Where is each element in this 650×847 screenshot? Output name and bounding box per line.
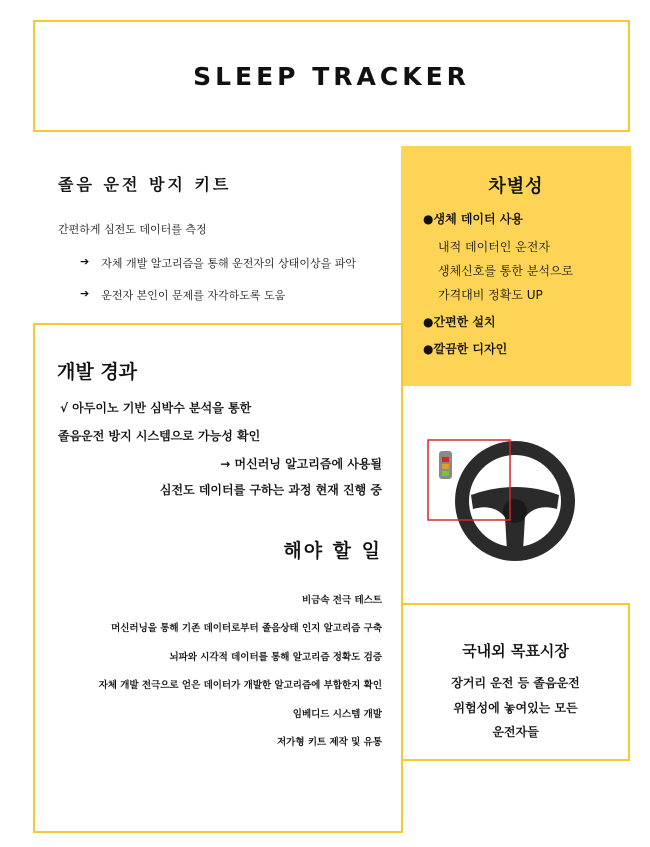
market-line: 장거리 운전 등 졸음운전 (451, 676, 580, 690)
differentiation-detail: 내적 데이터인 운전자 (438, 240, 550, 254)
todo-item: 자체 개발 전극으로 얻은 데이터가 개발한 알고리즘에 부합한지 확인 (98, 680, 382, 691)
market-title: 국내외 목표시장 (462, 642, 569, 660)
results-line: → 머신러닝 알고리즘에 사용될 (220, 457, 382, 471)
todo-item: 머신러닝을 통해 기존 데이터로부터 졸음상태 인지 알고리즘 구축 (111, 623, 382, 634)
market-line: 운전자들 (492, 725, 539, 739)
kit-intro: 간편하게 심전도 데이터를 측정 (58, 223, 207, 236)
kit-point (80, 255, 356, 271)
page-title: SLEEP TRACKER (193, 61, 470, 91)
differentiation-title: 차별성 (488, 176, 544, 197)
kit-point-text: 자체 개발 알고리즘을 통해 운전자의 상태이상을 파악 (101, 257, 356, 270)
differentiation-detail: 가격대비 정확도 UP (438, 288, 543, 302)
market-line: 위험성에 놓여있는 모든 (453, 701, 578, 715)
steering-wheel-icon (425, 433, 595, 563)
results-line: √ 아두이노 기반 심박수 분석을 통한 (60, 401, 252, 415)
differentiation-panel (401, 146, 631, 386)
differentiation-item: ●생체 데이터 사용 (423, 212, 523, 226)
arrow-icon: ➔ (80, 287, 90, 300)
results-line: 졸음운전 방지 시스템으로 가능성 확인 (58, 429, 261, 443)
todo-title: 해야 할 일 (283, 540, 382, 562)
kit-point (80, 287, 285, 303)
results-line: 심전도 데이터를 구하는 과정 현재 진행 중 (159, 483, 382, 497)
differentiation-item: ●간편한 설치 (423, 315, 496, 329)
differentiation-detail: 생체신호를 통한 분석으로 (438, 264, 574, 278)
results-title: 개발 경과 (57, 361, 138, 383)
title-banner (33, 20, 630, 132)
todo-item: 비금속 전극 테스트 (301, 595, 382, 606)
kit-title: 졸음 운전 방지 키트 (58, 175, 232, 194)
differentiation-item: ●깔끔한 디자인 (423, 342, 508, 356)
todo-item: 뇌파와 시각적 데이터를 통해 알고리즘 정확도 검증 (169, 652, 382, 663)
kit-point-text: 운전자 본인이 문제를 자각하도록 도움 (101, 289, 286, 302)
arrow-icon: ➔ (80, 255, 90, 268)
steering-wheel-illustration (425, 433, 595, 563)
todo-item: 임베디드 시스템 개발 (292, 709, 382, 720)
todo-item: 저가형 키트 제작 및 유통 (277, 737, 382, 748)
